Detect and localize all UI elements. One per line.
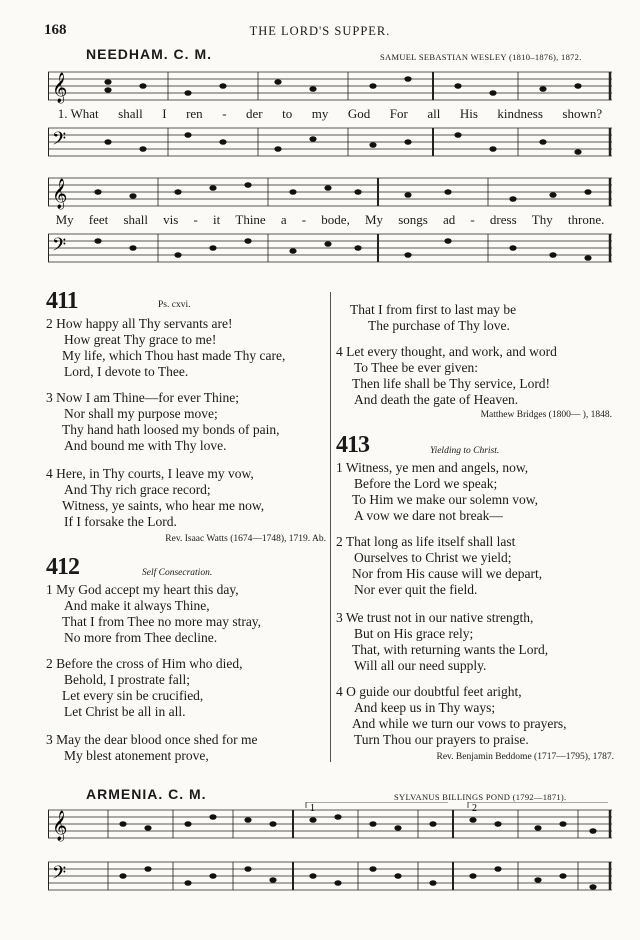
- hymn-412-title: Self Consecration.: [142, 568, 213, 578]
- needham-lyrics-line2: My feet shall vis - it Thine a - bode, My songs ad - dress Thy throne.: [55, 212, 605, 227]
- hymn-411-author: Rev. Isaac Watts (1674—1748), 1719. Ab.: [165, 534, 326, 544]
- tune-name-armenia: ARMENIA. C. M.: [86, 786, 207, 802]
- svg-text:𝄞: 𝄞: [52, 811, 68, 841]
- needham-bass-staff-system1: [48, 124, 612, 160]
- hymn-412-verse-3: 3 May the dear blood once shed for me My blest atonement prove,: [46, 732, 258, 763]
- svg-text:𝄢: 𝄢: [52, 863, 67, 888]
- hymn-413-author: Rev. Benjamin Beddome (1717—1795), 1787.: [436, 752, 614, 762]
- svg-text:𝄞: 𝄞: [52, 73, 68, 103]
- composer-armenia: SYLVANUS BILLINGS POND (1792—1871).: [394, 792, 567, 802]
- needham-bass-staff-system2: [48, 230, 612, 266]
- composer-needham: SAMUEL SEBASTIAN WESLEY (1810–1876), 1872.: [380, 52, 582, 62]
- needham-treble-staff-system1: [48, 66, 612, 106]
- running-head: THE LORD'S SUPPER.: [249, 24, 391, 38]
- hymn-411-verse-2: 2 How happy all Thy servants are! How great Thy grace to me! My life, which Thou hast made Thy care, Lord, I devote to Thee.: [46, 316, 286, 379]
- hymn-413-verse-4: 4 O guide our doubtful feet aright, And keep us in Thy ways; And while we turn our vows to prayers, Turn Thou our prayers to praise.: [336, 684, 567, 747]
- hymn-413-verse-2: 2 That long as life itself shall last Ourselves to Christ we yield; Nor from His cause will we depart, Nor ever quit the field.: [336, 534, 543, 597]
- armenia-treble-staff: [48, 802, 612, 842]
- hymn-411-verse-3: 3 Now I am Thine—for ever Thine; Nor shall my purpose move; Thy hand hath loosed my bonds of pain, And bound me with Thy love.: [46, 390, 280, 453]
- hymn-number-411: 411: [46, 288, 78, 314]
- second-ending-label: 2: [472, 803, 477, 814]
- hymn-412-verse-4: 4 Let every thought, and work, and word To Thee be ever given: Then life shall be Thy service, Lord! And death the gate of Heaven.: [336, 344, 557, 407]
- svg-text:𝄢: 𝄢: [52, 129, 67, 154]
- page-number: 168: [44, 22, 67, 38]
- hymn-number-412: 412: [46, 554, 79, 580]
- armenia-bass-staff: [48, 856, 612, 896]
- column-divider: [330, 292, 331, 762]
- hymn-412-verse-1: 1 My God accept my heart this day, And make it always Thine, That I from Thee no more may stray, No more from Thee decline.: [46, 582, 262, 645]
- hymn-413-verse-1: 1 Witness, ye men and angels, now, Before the Lord we speak; To Him we make our solemn vow, A vow we dare not break—: [336, 460, 539, 523]
- hymn-number-413: 413: [336, 432, 369, 458]
- hymn-411-verse-4: 4 Here, in Thy courts, I leave my vow, And Thy rich grace record; Witness, ye saints, who hear me now, If I forsake the Lord.: [46, 466, 265, 529]
- hymn-413-verse-3: 3 We trust not in our native strength, But on His grace rely; That, with returning wants the Lord, Will all our need supply.: [336, 610, 549, 673]
- hymn-411-reference: Ps. cxvi.: [158, 300, 191, 310]
- svg-text:𝄞: 𝄞: [52, 179, 68, 209]
- svg-text:𝄢: 𝄢: [52, 235, 67, 260]
- hymn-412-verse-3-continued: That I from first to last may be The purchase of Thy love.: [350, 302, 517, 333]
- hymn-412-author: Matthew Bridges (1800— ), 1848.: [480, 410, 612, 420]
- hymn-412-verse-2: 2 Before the cross of Him who died, Behold, I prostrate fall; Let every sin be crucified, Let Christ be all in all.: [46, 656, 243, 719]
- tune-name-needham: NEEDHAM. C. M.: [86, 46, 212, 62]
- hymn-413-title: Yielding to Christ.: [430, 446, 500, 456]
- needham-treble-staff-system2: [48, 172, 612, 212]
- first-ending-label: 1: [310, 803, 315, 814]
- needham-lyrics-line1: 1. What shall I ren - der to my God For all His kindness shown?: [57, 106, 603, 121]
